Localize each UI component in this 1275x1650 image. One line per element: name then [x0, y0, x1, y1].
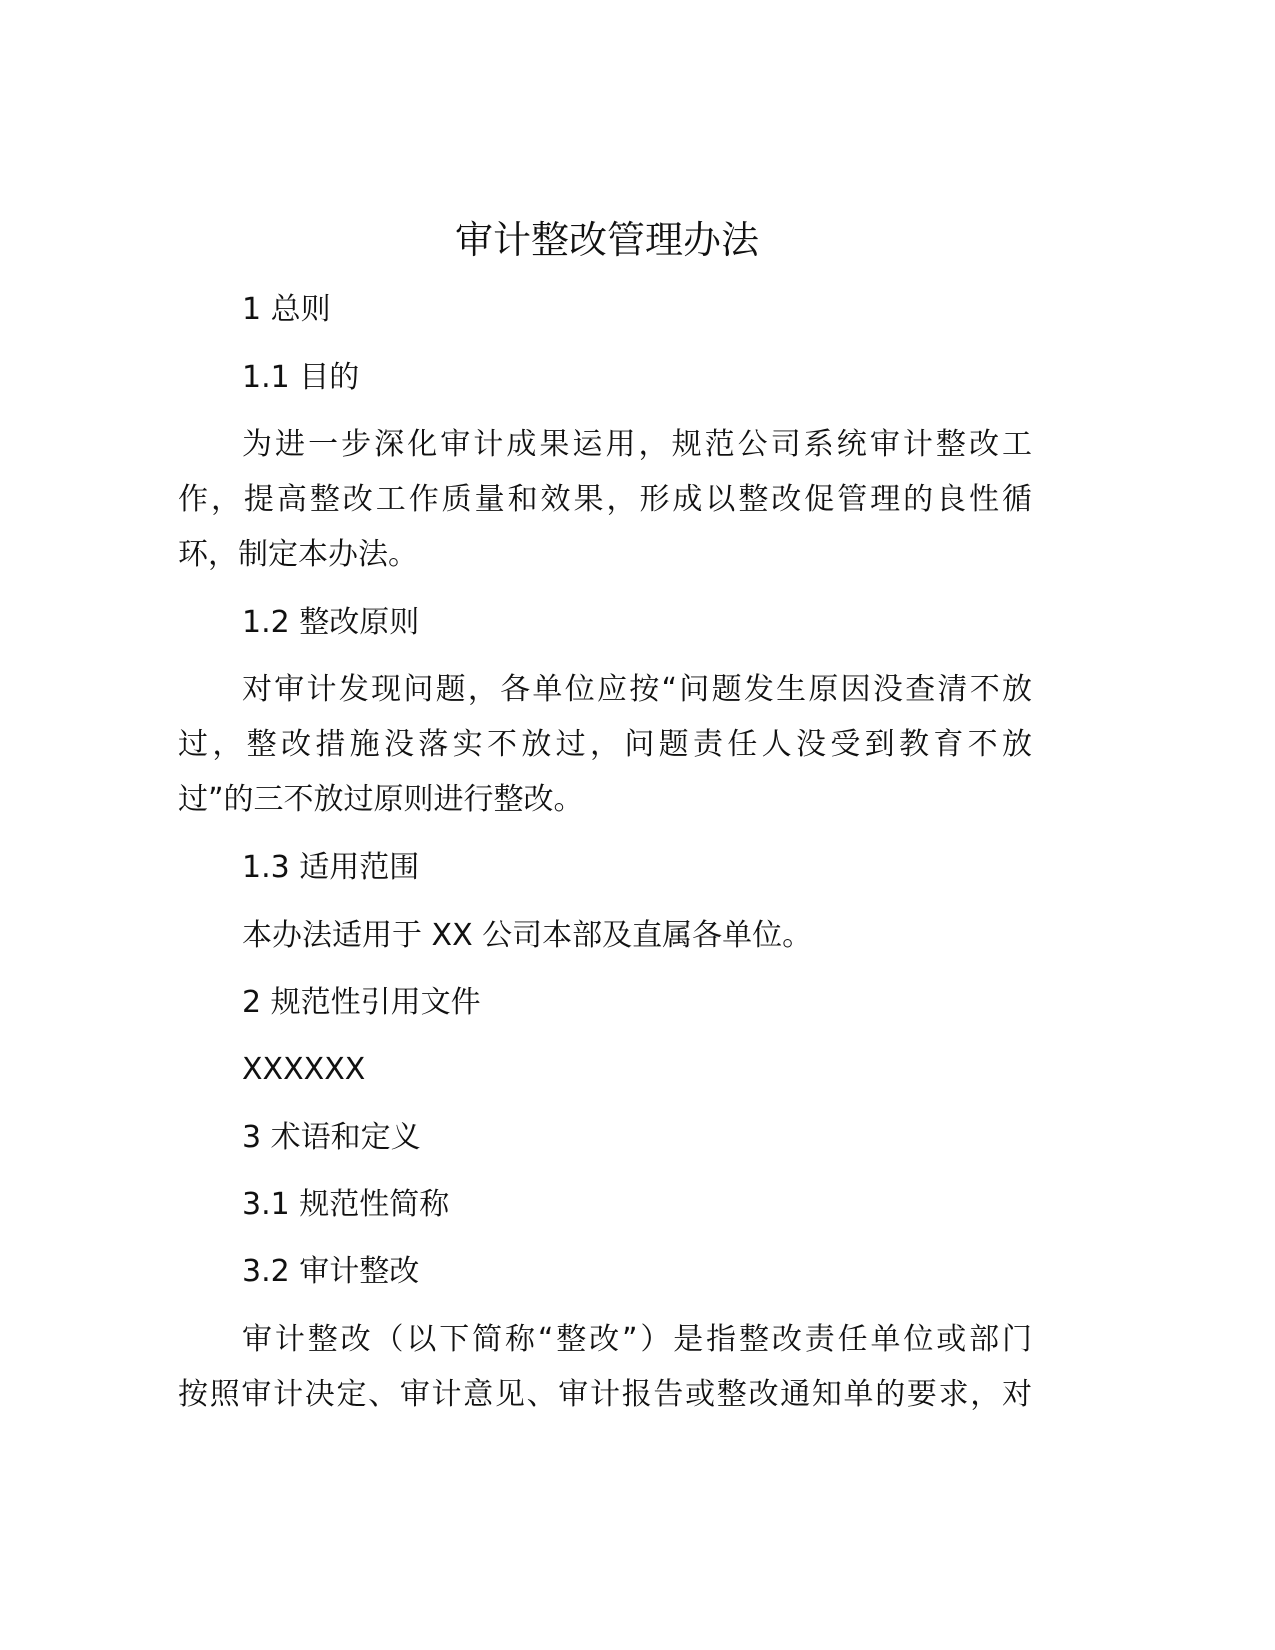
paragraph-line: 按照审计决定、审计意见、审计报告或整改通知单的要求，对	[178, 1377, 1032, 1412]
paragraph-line: 过”的三不放过原则进行整改。	[178, 782, 584, 817]
paragraph-line: 为进一步深化审计成果运用，规范公司系统审计整改工	[242, 427, 1032, 462]
paragraph-line: 环，制定本办法。	[178, 537, 418, 572]
paragraph-line: 本办法适用于 XX 公司本部及直属各单位。	[242, 918, 813, 953]
paragraph-line: 过，整改措施没落实不放过，问题责任人没受到教育不放	[178, 727, 1032, 762]
heading-1: 1 总则	[242, 292, 331, 327]
heading-1-2: 1.2 整改原则	[242, 605, 420, 640]
heading-3-2: 3.2 审计整改	[242, 1254, 420, 1289]
paragraph-line: 审计整改（以下简称“整改”）是指整改责任单位或部门	[242, 1322, 1032, 1357]
paragraph-line: 对审计发现问题，各单位应按“问题发生原因没查清不放	[242, 672, 1032, 707]
heading-2: 2 规范性引用文件	[242, 985, 481, 1020]
paragraph-line: 作，提高整改工作质量和效果，形成以整改促管理的良性循	[178, 482, 1032, 517]
heading-3: 3 术语和定义	[242, 1120, 421, 1155]
heading-3-1: 3.1 规范性简称	[242, 1187, 450, 1222]
document-title: 审计整改管理办法	[454, 218, 759, 262]
heading-1-3: 1.3 适用范围	[242, 850, 420, 885]
heading-1-1: 1.1 目的	[242, 360, 360, 395]
paragraph-line: XXXXXX	[242, 1052, 366, 1087]
